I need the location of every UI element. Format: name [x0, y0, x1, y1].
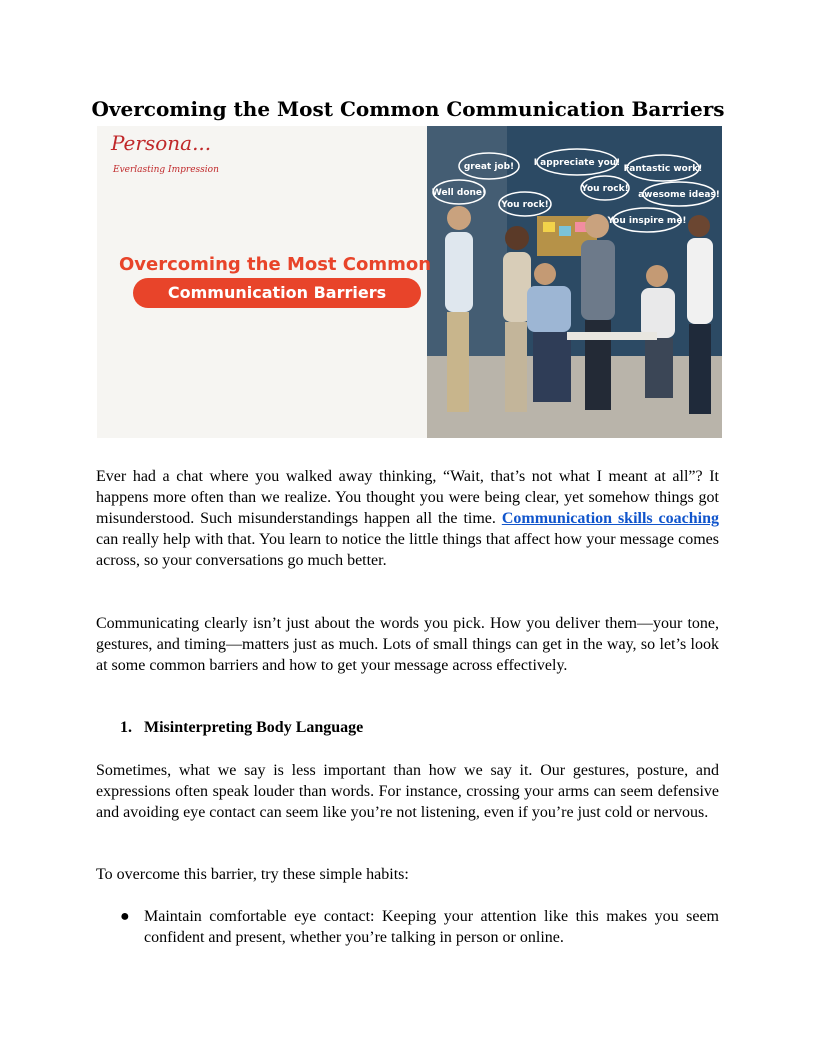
list-item-text: Maintain comfortable eye contact: Keeping your attention like this makes you seem confident and present, whether you’re talking in person or online. [144, 908, 719, 946]
intro-text-end: can really help with that. You learn to notice the little things that affect how your message comes across, so your conversations go much better. [96, 531, 719, 569]
delivery-paragraph: Communicating clearly isn’t just about the words you pick. How you deliver them—your tone, gestures, and timing—matters just as much. Lots of small things can get in the way, so let’s look at some common barriers and how to get your message across effectively. [96, 615, 719, 674]
bubble-4: You rock! [501, 200, 549, 210]
bubble-2: Fantastic work! [623, 164, 703, 174]
banner-title [119, 254, 431, 308]
intro-text-start: Ever had a chat where you walked away thinking, “Wait, that’s not what I meant at all”? It happens more often than we realize. You thought you were being clear, yet somehow things got misunderstood. Such misunderstandings happen all the time. [96, 468, 719, 527]
bullet-dot: ● [120, 908, 130, 925]
hero-image [97, 126, 722, 438]
body-language-paragraph: Sometimes, what we say is less important than how we say it. Our gestures, posture, and expressions often speak louder than words. For instance, crossing your arms can seem defensive and avoiding eye contact can seem like you’re not listening, even if you’re just cold or nervous. [96, 762, 719, 821]
coaching-link[interactable]: Communication skills coaching [501, 510, 720, 527]
banner-line-1: Overcoming the Most Common [119, 254, 432, 275]
page-title: Overcoming the Most Common Communication Barriers [91, 97, 725, 121]
habits-intro: To overcome this barrier, try these simple habits: [96, 866, 409, 883]
bubble-7: You inspire me! [607, 216, 687, 226]
bubble-6: You rock! [581, 184, 629, 194]
logo-name: Persona... [111, 131, 212, 155]
intro-paragraph [96, 466, 719, 571]
bubble-5: awesome ideas! [638, 190, 720, 200]
section-heading-body-language [120, 717, 363, 738]
bubble-0: great job! [463, 162, 515, 172]
bubble-1: I appreciate you! [533, 158, 621, 168]
hero-illustration [97, 126, 722, 438]
persona-logo [110, 131, 219, 175]
section-number: 1. [120, 719, 132, 736]
banner-line-2: Communication Barriers [167, 283, 387, 302]
list-item [120, 906, 719, 948]
bubble-3: Well done! [431, 188, 487, 198]
logo-tagline: Everlasting Impression [113, 165, 219, 175]
section-heading-text: Misinterpreting Body Language [144, 719, 364, 736]
